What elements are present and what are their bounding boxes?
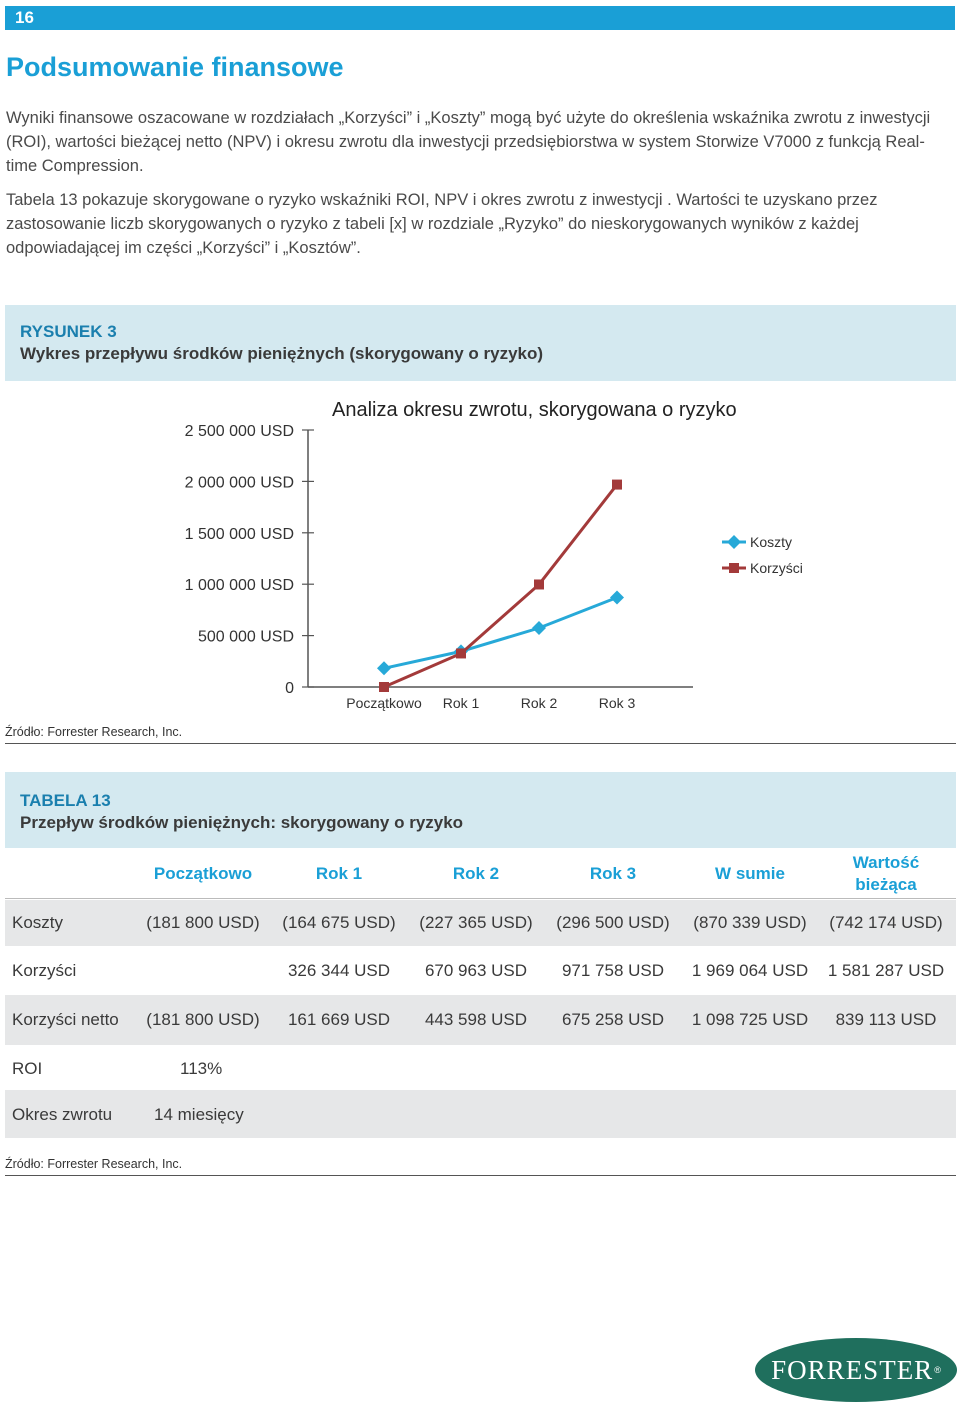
column-header: Wartość bieżąca — [852, 853, 920, 894]
y-tick-label: 2 500 000 USD — [184, 423, 294, 440]
data-point-diamond — [610, 591, 624, 605]
figure-source: Źródło: Forrester Research, Inc. — [5, 725, 183, 739]
legend-label: Koszty — [750, 534, 793, 550]
x-tick-label: Początkowo — [346, 695, 422, 711]
figure-subtitle: Wykres przepływu środków pieniężnych (skorygowany o ryzyko) — [20, 344, 544, 363]
table-header-divider — [5, 898, 956, 899]
x-tick-label: Rok 2 — [520, 695, 558, 711]
data-point-square — [534, 579, 544, 589]
table-cell: (742 174 USD) — [829, 913, 943, 932]
page-number-bar — [5, 6, 955, 30]
table-cell: (164 675 USD) — [282, 913, 396, 932]
table-row — [5, 900, 956, 946]
data-point-square — [379, 682, 389, 692]
figure-header — [5, 305, 956, 381]
table-description-paragraph: Tabela 13 pokazuje skorygowane o ryzyko wskaźniki ROI, NPV i okres zwrotu z inwestycji . Wartości te uzyskano przez zastosowanie liczb skorygowanych o ryzyko z tabeli [x] w rozdziale „Ryzyko” do nieskorygowanych wyników z każdej odpowiadającej im części „Korzyści” i „Kosztów”. — [6, 191, 878, 257]
chart-y-ticks — [185, 423, 314, 697]
page-title: Podsumowanie finansowe — [6, 52, 344, 82]
table-cell: 971 758 USD — [561, 961, 665, 980]
table-row-payback — [5, 1090, 956, 1138]
row-label: Korzyści — [12, 961, 77, 980]
figure-divider — [5, 743, 956, 744]
table-row — [5, 995, 956, 1045]
x-tick-label: Rok 3 — [598, 695, 636, 711]
table-cell: 839 113 USD — [835, 1010, 937, 1029]
row-label: Koszty — [12, 913, 64, 932]
logo-registered-mark: ® — [934, 1365, 941, 1375]
chart-title: Analiza okresu zwrotu, skorygowana o ryzyko — [332, 399, 737, 421]
page-number: 16 — [15, 8, 34, 27]
y-tick-label: 1 000 000 USD — [184, 577, 294, 595]
table-cell: (870 339 USD) — [693, 913, 807, 932]
column-header: W sumie — [715, 864, 785, 883]
table-row-roi — [5, 1045, 956, 1090]
legend-marker-square — [729, 563, 739, 573]
data-point-square — [612, 480, 622, 490]
figure-eyebrow: RYSUNEK 3 — [20, 322, 117, 341]
table-cell: 1 098 725 USD — [691, 1010, 809, 1029]
table-eyebrow: TABELA 13 — [20, 791, 111, 810]
table-cell: 1 581 287 USD — [827, 961, 945, 980]
chart-axes — [308, 430, 693, 687]
table-source: Źródło: Forrester Research, Inc. — [5, 1157, 183, 1171]
logo-text: FORRESTER — [771, 1354, 934, 1385]
y-tick-label: 1 500 000 USD — [184, 525, 294, 543]
table-subtitle: Przepływ środków pieniężnych: skorygowany o ryzyko — [20, 813, 464, 832]
y-tick-label: 2 000 000 USD — [184, 474, 294, 492]
table-cell: (296 500 USD) — [556, 913, 670, 932]
legend-label: Korzyści — [750, 560, 803, 576]
series-line-square — [384, 485, 617, 687]
data-point-diamond — [377, 661, 391, 675]
series-line-diamond — [384, 598, 617, 669]
table-cell: (227 365 USD) — [419, 913, 533, 932]
roi-label: ROI — [12, 1059, 43, 1078]
column-header: Rok 3 — [589, 864, 637, 883]
legend-marker-diamond — [727, 535, 741, 549]
column-header: Początkowo — [153, 864, 253, 883]
table-cell: 1 969 064 USD — [691, 961, 809, 980]
table-cell: 443 598 USD — [424, 1010, 528, 1029]
table-row — [5, 946, 956, 995]
table-cell: (181 800 USD) — [146, 913, 260, 932]
payback-chart — [0, 385, 960, 725]
data-point-square — [456, 648, 466, 658]
chart-x-ticks — [346, 695, 635, 711]
table-divider — [5, 1175, 956, 1176]
chart-legend — [722, 534, 803, 576]
y-tick-label: 0 — [285, 680, 294, 697]
x-tick-label: Rok 1 — [442, 695, 480, 711]
y-tick-label: 500 000 USD — [197, 628, 294, 646]
table-cell: 675 258 USD — [561, 1010, 665, 1029]
table-cell: 161 669 USD — [287, 1010, 391, 1029]
row-label: Korzyści netto — [12, 1010, 119, 1029]
chart-series — [377, 480, 624, 692]
table-cell: 670 963 USD — [424, 961, 528, 980]
forrester-logo — [755, 1338, 957, 1402]
payback-value: 14 miesięcy — [154, 1105, 244, 1124]
data-point-diamond — [532, 621, 546, 635]
intro-paragraph: Wyniki finansowe oszacowane w rozdziałach „Korzyści” i „Koszty” mogą być użyte do określenia wskaźnika zwrotu z inwestycji (ROI), wartości bieżącej netto (NPV) i okresu zwrotu dla inwestycji przedsiębiorstwa w system Storwize V7000 z funkcją Real-time Compression. — [6, 109, 931, 175]
table-header — [5, 772, 956, 848]
table-cell: (181 800 USD) — [146, 1010, 260, 1029]
column-header: Rok 2 — [452, 864, 500, 883]
payback-label: Okres zwrotu — [12, 1105, 113, 1124]
roi-value: 113% — [180, 1059, 223, 1078]
table-cell: 326 344 USD — [287, 961, 391, 980]
column-header: Rok 1 — [315, 864, 363, 883]
